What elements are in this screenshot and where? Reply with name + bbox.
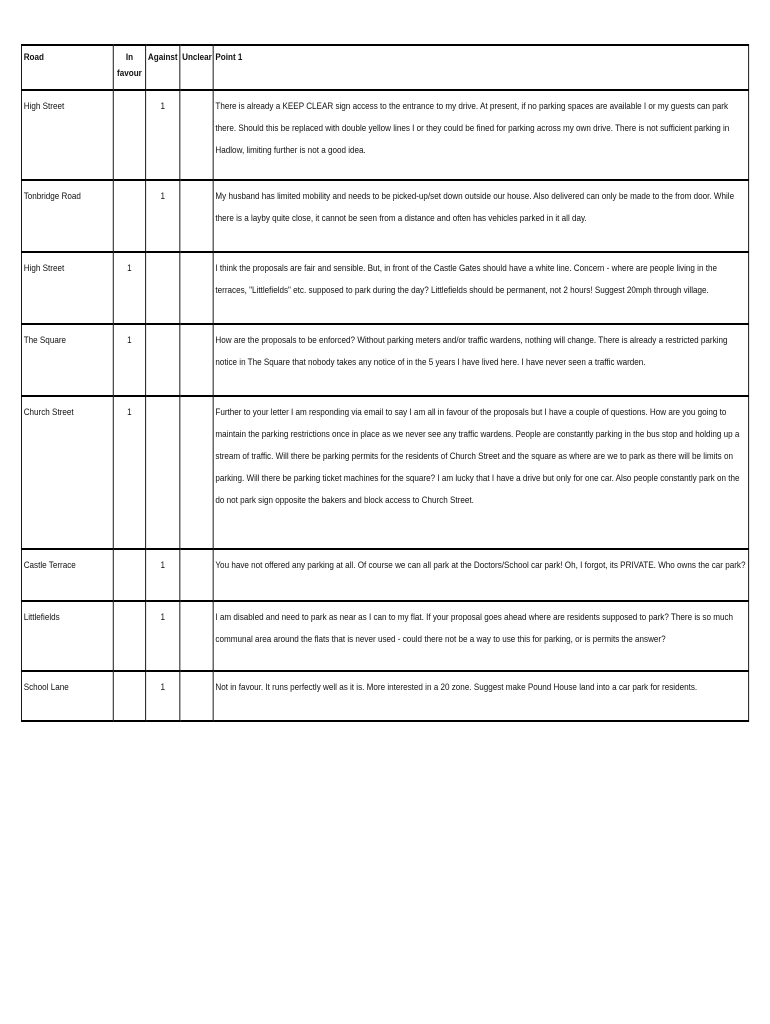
cell-point: My husband has limited mobility and needs to be picked-up/set down outside our house. Also delivered can only be made to the from door. While there is a layby quite close, it cannot be seen from a distance and often has vehicles parked in it all day. [213, 180, 749, 252]
table-row [21, 396, 748, 549]
cell-road: The Square [21, 324, 113, 396]
cell-point: How are the proposals to be enforced? Without parking meters and/or traffic wardens, nothing will change. There is already a restricted parking notice in The Square that nobody takes any notice of in the 5 years I have lived here. I have never seen a traffic warden. [213, 324, 749, 396]
cell-unclear [180, 252, 213, 324]
cell-against [146, 324, 180, 396]
cell-against: 1 [146, 180, 180, 252]
cell-unclear [180, 549, 213, 601]
header-row [21, 45, 748, 90]
cell-in-favour: 1 [113, 252, 145, 324]
cell-in-favour [113, 180, 145, 252]
header-unclear: Unclear [180, 45, 213, 90]
cell-against: 1 [146, 549, 180, 601]
table-row [21, 601, 748, 671]
cell-road: High Street [21, 90, 113, 180]
cell-unclear [180, 601, 213, 671]
consultation-table [21, 44, 749, 722]
cell-in-favour: 1 [113, 324, 145, 396]
cell-against [146, 396, 180, 549]
header-point-1: Point 1 [213, 45, 749, 90]
cell-point: There is already a KEEP CLEAR sign access to the entrance to my drive. At present, if no parking spaces are available I or my guests can park there. Should this be replaced with double yellow lines I or they could be fined for parking across my own drive. There is not sufficient parking in Hadlow, limiting further is not a good idea. [213, 90, 749, 180]
header-in-favour: In favour [113, 45, 145, 90]
table-row [21, 90, 748, 180]
table-row [21, 252, 748, 324]
cell-road: Tonbridge Road [21, 180, 113, 252]
cell-point: I think the proposals are fair and sensible. But, in front of the Castle Gates should have a white line. Concern - where are people living in the terraces, "Littlefields" etc. supposed to park during the day? Littlefields should be permanent, not 2 hours! Suggest 20mph through village. [213, 252, 749, 324]
cell-in-favour: 1 [113, 396, 145, 549]
cell-point: Not in favour. It runs perfectly well as it is. More interested in a 20 zone. Suggest make Pound House land into a car park for residents. [213, 671, 749, 721]
table-row [21, 324, 748, 396]
cell-unclear [180, 90, 213, 180]
cell-road: Littlefields [21, 601, 113, 671]
cell-against: 1 [146, 90, 180, 180]
header-against: Against [146, 45, 180, 90]
cell-point: You have not offered any parking at all. Of course we can all park at the Doctors/School car park! Oh, I forgot, its PRIVATE. Who owns the car park? [213, 549, 749, 601]
cell-in-favour [113, 549, 145, 601]
cell-unclear [180, 396, 213, 549]
cell-against: 1 [146, 671, 180, 721]
cell-road: Church Street [21, 396, 113, 549]
table-row [21, 671, 748, 721]
cell-in-favour [113, 671, 145, 721]
table-row [21, 180, 748, 252]
cell-road: School Lane [21, 671, 113, 721]
cell-unclear [180, 180, 213, 252]
cell-unclear [180, 324, 213, 396]
cell-against [146, 252, 180, 324]
cell-against: 1 [146, 601, 180, 671]
cell-in-favour [113, 601, 145, 671]
cell-point: Further to your letter I am responding via email to say I am all in favour of the proposals but I have a couple of questions. How are you going to maintain the parking restrictions once in place as we never see any traffic wardens. People are constantly parking in the bus stop and holding up a stream of traffic. Will there be parking permits for the residents of Church Street and the square as where are we to park as there will be limits on parking. Will there be parking ticket machines for the square? I am lucky that I have a drive but only for one car. Also people constantly park on the do not park sign opposite the bakers and block access to Church Street. [213, 396, 749, 549]
header-road: Road [21, 45, 113, 90]
cell-point: I am disabled and need to park as near as I can to my flat. If your proposal goes ahead where are residents supposed to park? There is so much communal area around the flats that is never used - could there not be a way to use this for parking, or is permits the answer? [213, 601, 749, 671]
cell-road: Castle Terrace [21, 549, 113, 601]
cell-unclear [180, 671, 213, 721]
cell-road: High Street [21, 252, 113, 324]
table-row [21, 549, 748, 601]
cell-in-favour [113, 90, 145, 180]
